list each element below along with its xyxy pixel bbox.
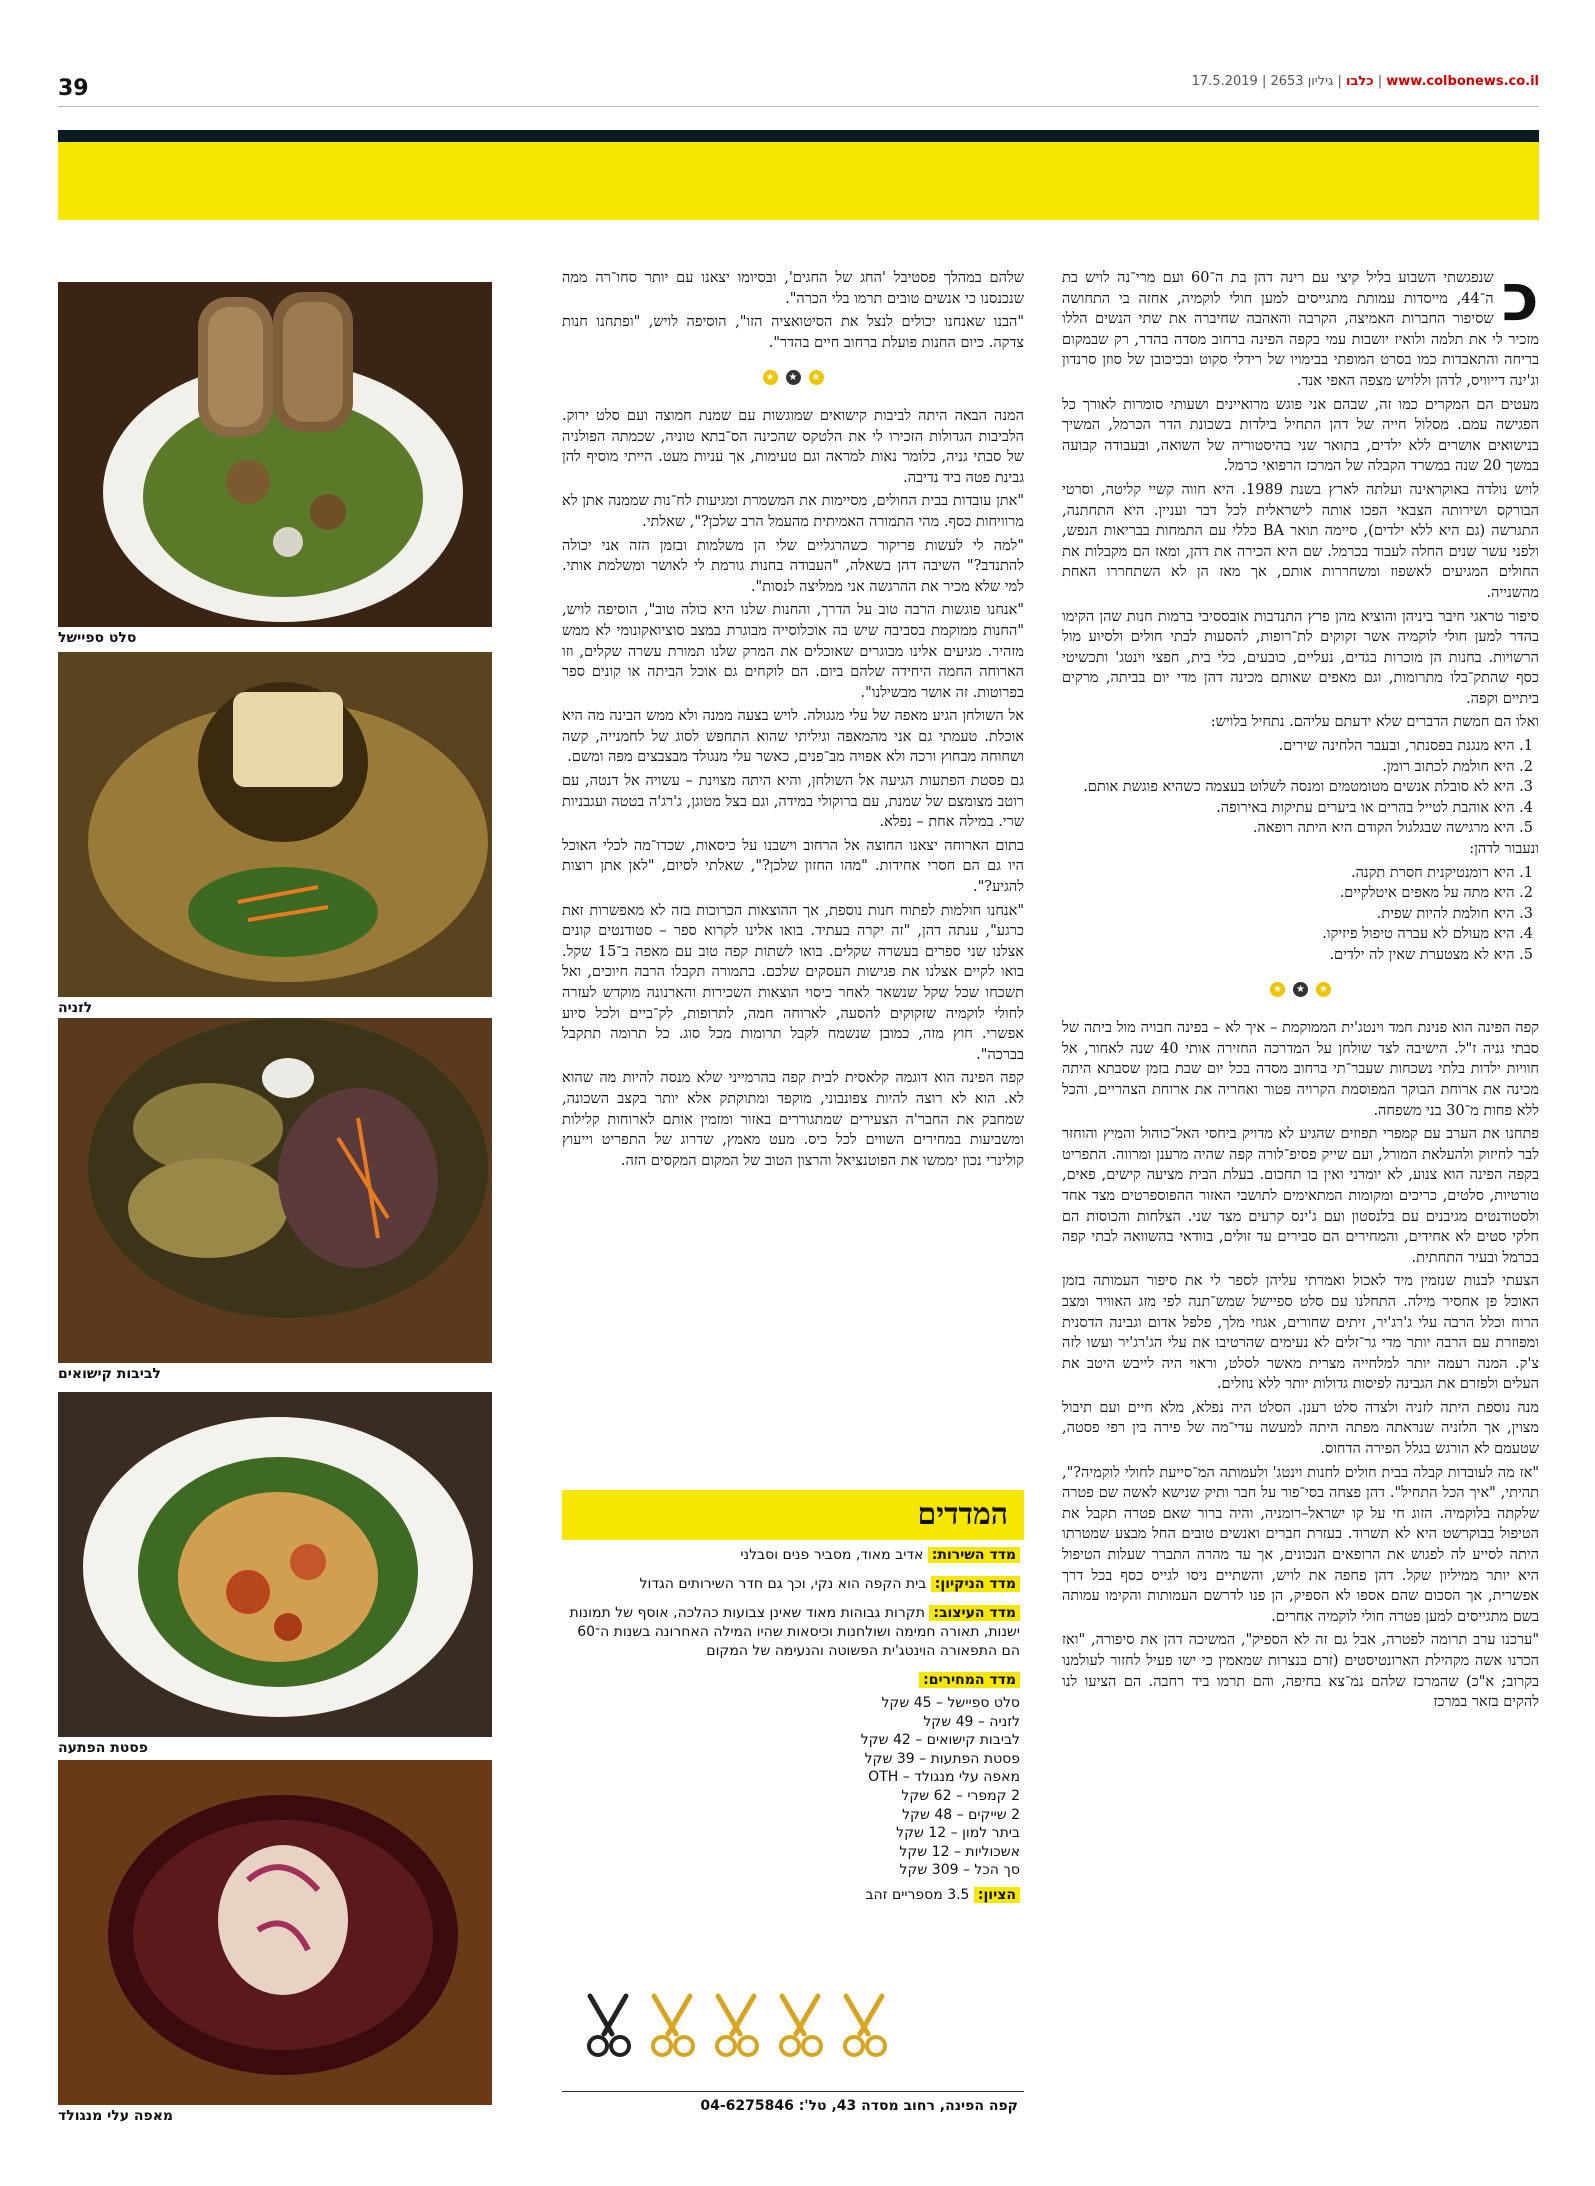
article-column-middle xyxy=(562,268,1024,1480)
paragraph: "למה לי לעשות פריקור כשהרגליים שלי הן משלמות ובזמן הזה אני יכולה להתנדב?" השיבה דהן בשאלה, "העבודה בחנות גורמת לי לאושר ומשלמת אותי. למי שלא מכיר את ההרגשה אני ממליצה לנסות". xyxy=(562,537,1024,595)
paragraph: ונעבור לדהן: xyxy=(1469,841,1539,858)
price-item: סלט ספיישל – 45 שקל xyxy=(881,1695,1020,1711)
scissors-icon xyxy=(781,1996,821,2055)
paragraph: המנה הבאה היתה לביבות קישואים שמוגשות עם שמנת חמוצה ועם סלט ירוק. הלביבות הגדולות הזכירו לי את הלטקס שהכינה הס־בתא טוניה, שכמתה הפולניה של סבתי גניה, כלומר נאות למראה וגם טעימות, אך עניות מעט. הייתי מוסיף להן גבינת פטה ביד נדיבה. xyxy=(562,407,1024,486)
scissors-icon xyxy=(589,1996,629,2055)
list-item: 1. היא מנגנת בפסנתר, ובעבר הלחינה שירים. xyxy=(1278,738,1533,755)
paragraph: מעטים הם המקרים כמו זה, שבהם אני פוגש מרואיינים ושעותי סומרות לאורך כל הפגישה עמם. מסלול חייה של דהן התחיל בילדות בשכונת הדר הכרמל, המשיך בנישואים אושרים ללא ילדים, בתואר שני בהיסטוריה של השואה, ובעבודה קבועה במשך 20 שנה במשרד הקבלה של המרכז הרפואי כרמל. xyxy=(1062,396,1539,475)
caption-zucchini-fritters: לביבות קישואים xyxy=(58,1366,161,1382)
ratings-header xyxy=(562,1490,1024,1540)
price-item: סך הכל – 309 שקל xyxy=(899,1862,1020,1879)
paragraph: קפה הפינה הוא פנינת חמד וינטג'ית הממוקמת – איך לא – בפינה חבויה מול ביתה של סבתי גניה ז"ל. הישיבה לצד שולחן על המדרכה החזירה אותי 40 שנה לאחור, אל חוויות ילדות בלתי נשכחות שעבר־תי ברחוב מסדה בכל יום שבת בזמן שסבתא היתה מכינה את ארוחת הבוקר המפוסמת הקרויה פטור ואחריה את ארוחת הצהריים, והכל ללא פחות מ־30 בני משפחה. xyxy=(1062,1020,1539,1119)
paragraph: קפה הפינה הוא דוגמה קלאסית לבית קפה בהרמייני שלא מנסה להיות מה שהוא לא. הוא לא רוצה להיות צפונבוני, מוקפד ומתוקתק אלא יותר בקצב השכונה, שמחבק את החבר'ה הצעירים שמתגוררים באזור ומזמין אותם לארוחות קלילות ומשביעות במחירים השווים לכל כיס. מעט מאמץ, שדרוג של התפריט וייעוץ קולינרי נכון יממשו את הפוטנציאל והרצון הטוב של המקום המקסים הזה. xyxy=(562,1070,1024,1169)
page-number: 39 xyxy=(58,76,89,101)
paragraph: "ערכנו ערב תרומה לפטרה, אבל גם זה לא הספיק", המשיכה דהן את סיפורה, "ואז הכרנו אשה מקהילת הארונטיסטים (זרם בנצרות שמאמין כי ישו פעיל לחזור לעולמנו בקרוב; א"כ) שהמרכז שלהם נמ־צא בחיפה, והם תרמו ביד רחבה. הם הציעו לנו להקים בזאר במרכז xyxy=(1062,1632,1539,1711)
cleanliness-rating: מדד הניקיון: בית הקפה הוא נקי, וכך גם חדר השירותים הגדול xyxy=(562,1569,1024,1598)
header-rule xyxy=(58,106,1539,107)
paragraph: לויש נולדה באוקראינה ועלתה לארץ בשנת 1989. היא חווה קשיי קליטה, וסרטי הבורקס ושירותה הצבאי הפכו אותה לישראלית לכל דבר ועניין. היא התחתנה, התגרשה (גם היא ללא ילדים), סיימה תואר BA כללי עם התמחות בבריאות הנפש, ולפני עשר שנים החלה לעבוד בכרמל. שם היא הכירה את דהן, ומאז הם מקבלות את החולים המגיעים לאשפוז ומשחררות אותם, אך מאז הן לא השתחררו האחת מהשנייה. xyxy=(1062,481,1539,601)
photo-surprise-pasta xyxy=(58,1392,492,1737)
list-item: 4. היא אוהבת לטייל בהרים או ביערים עתיקות באירופה. xyxy=(1216,799,1533,816)
caption-special-salad: סלט ספיישל xyxy=(58,630,137,646)
paragraph: מנה נוספת היתה לזניה ולצדה סלט רענן. הסלט היה נפלא, מלא חיים ועם תיבול מצוין, אך הלזניה שנראתה מפתה היתה למעשה עדי־מה של פירה בין רפי פסטה, שטעמם לא הורגש בגלל הפירה הדחוס. xyxy=(1062,1399,1539,1458)
list-item: 3. היא לא סובלת אנשים מטומטמים ומנסה לשלוט בעצמה כשהיא פוגשת אותם. xyxy=(1083,779,1533,796)
price-item: 2 שייקים – 48 שקל xyxy=(902,1806,1020,1823)
star-icon: ★ xyxy=(809,370,824,385)
paragraph: "אתן עובדות בבית החולים, מסיימות את המשמרת ומגיעות לח־נות שממנה אתן לא מרוויחות כסף. מהי התמורה האמיתית מהעמל הרב שלכן?", שאלתי. xyxy=(562,493,1024,530)
masthead-info: www.colbonews.co.il | כלבו | גיליון 2653 | 17.5.2019 xyxy=(1191,74,1539,89)
venue-address: קפה הפינה, רחוב מסדה 43, טל': 04-6275846 xyxy=(562,2091,1024,2120)
yellow-banner xyxy=(58,142,1539,220)
paragraph: "אנחנו חולמות לפתוח חנות נוספת, אך ההוצאות הכרוכות בזה לא מאפשרות זאת כרגע", ענתה דהן, "זה יקרה בעתיד. בואו אלינו לקרוא ספר – סטודנטים קונים אצלנו שני ספרים בעשרה שקלים. בואו לשתות קפה טוב עם מאפה ב־15 שקל. בואו לקיים אצלנו את פגישות העסקים שלכם. בתמורה תקבלו הרבה חיוכים, ואל תשכחו שכל שקל שנשאר לאחר כיסוי הוצאות השכירות והארנונה מוקדש לעזרה לחולי לוקמיה שזקוקים להסעה, לארוחה חמה, לתרופות, לק־ביים ולכל סיוע אפשרי. חוץ מזה, כמובן שנשמח לקבל תרומות מכל סוג. כל תרומה תתקבל בברכה". xyxy=(562,902,1024,1063)
star-icon: ★ xyxy=(763,370,778,385)
scissors-rating-icons xyxy=(572,1990,902,2060)
section-divider xyxy=(1062,980,1539,1001)
issue-date: 17.5.2019 xyxy=(1191,74,1258,89)
photo-chard-pastry xyxy=(58,1760,492,2105)
photo-lasagna xyxy=(58,652,492,997)
star-icon: ★ xyxy=(1293,982,1308,997)
drop-cap: כ xyxy=(1501,268,1539,336)
issue-number: גיליון 2653 xyxy=(1270,74,1334,89)
paragraph: שלהם במהלך פסטיבל 'החג של החגים', ובסיומו יצאנו עם יותר סחו־רה ממה שנכנסנו כי אנשים טובים תרמו בלי הכרה". xyxy=(562,270,1024,307)
scissors-icon xyxy=(653,1996,693,2055)
star-icon: ★ xyxy=(1270,982,1285,997)
list-item: 1. היא רומנטיקנית חסרת תקנה. xyxy=(1350,864,1533,881)
list-item: 4. היא מעולם לא עברה טיפול פיזיקו. xyxy=(1322,926,1533,943)
ratings-title: המדדים xyxy=(917,1497,1008,1532)
photo-zucchini-fritters xyxy=(58,1018,492,1363)
price-item: 2 קמפרי – 62 שקל xyxy=(901,1787,1020,1804)
star-icon: ★ xyxy=(786,370,801,385)
dark-top-bar xyxy=(58,130,1539,142)
paragraph: "הבנו שאנחנו יכולים לנצל את הסיטואציה הזו", הוסיפה לויש, "ופתחנו חנות צדקה. כיום החנות פועלת ברחוב חיים בהדר". xyxy=(562,314,1024,351)
price-item: לביבות קישואים – 42 שקל xyxy=(860,1732,1020,1749)
scissors-icon xyxy=(845,1996,885,2055)
list-item: 2. היא חולמת לכתוב רומן. xyxy=(1382,758,1533,775)
paragraph: שנפגשתי השבוע בליל קיצי עם רינה דהן בת ה־60 ועם מרי־נה לויש בת ה־44, מייסדות עמותת מתגייסים למען חולי לוקמיה, אחזה בי התחושה שסיפור החברות האמיצה, הקרבה והאהבה שחיברה את שתי הנשים הללו מזכיר לי את תלמה ולואיז יושבות עמי בקפה הפינה ברחוב מסדה בהדר, רק שבמקום בריחה והתאבדות כמו בסרט המופתי בבימויו של רידלי סקוט ובכיכובן של סוזן סרנדון וג'ינה דייוויס, לדהן וללויש מצפה האפי אנד. xyxy=(1062,270,1539,389)
price-item: לזניה – 49 שקל xyxy=(923,1713,1020,1730)
price-item: מאפה עלי מנגולד – OTH xyxy=(868,1769,1020,1786)
paragraph: בתום הארוחה יצאנו החוצה אל הרחוב וישבנו על כיסאות, שכדו־מה לכלי האוכל היו גם הם חסרי אחידות. "מהו החזון שלכן?", שאלתי לסיום, "לאן אתן רוצות להגיע?". xyxy=(562,837,1024,896)
caption-chard-pastry: מאפה עלי מנגולד xyxy=(58,2108,174,2124)
caption-surprise-pasta: פסטת הפתעה xyxy=(58,1740,149,1756)
ratings-box xyxy=(562,1490,1024,2120)
paragraph: ואלו הם חמשת הדברים שלא ידעתם עליהם. נתחיל בלויש: xyxy=(1210,714,1539,731)
list-item: 3. היא חולמת להיות שפית. xyxy=(1376,905,1533,922)
paragraph: "אנחנו פוגשות הרבה טוב על הדרך, והחנות שלנו היא כולה טוב", הוסיפה לויש, "החנות ממוקמת בסביבה שיש בה אוכלוסייה מבוגרת במצב סוציואקונומי לא ממש מזהיר. מגיעים אלינו מבוגרים שאוכלים את המרק שלנו תמורת עשרה שקלים, וזו הארוחה החמה היחידה שלהם ביום. הם לוקחים גם אוכל הביתה או קונים ספר בפרוטות. זה אושר מבשילנו". xyxy=(562,602,1024,701)
section-divider xyxy=(562,367,1024,388)
service-rating: מדד השירות: אדיב מאוד, מסביר פנים וסבלני xyxy=(562,1540,1024,1569)
site-url[interactable]: www.colbonews.co.il xyxy=(1386,74,1539,89)
price-item: פסטת הפתעות – 39 שקל xyxy=(864,1750,1020,1767)
paragraph: סיפור טראגי חיבר ביניהן והוציא מהן פרץ התנדבות אובססיבי ברמות חנות שהן הקימו בהדר למען חולי לוקמיה אשר זקוקים לת־רופות, להסעות לבתי חולים ולסיוע מול הרשויות. בחנות הן מוכרות בגדים, נעליים, כובעים, כלי בית, חפצי וינטג' ותכשיטי כסף שהתק־בלו מתרומות, וגם מאפים שאותם מכינה דהן מדי יום בביתה, מרקים ביתיים וקפה. xyxy=(1062,608,1539,707)
price-list xyxy=(562,1694,1024,1880)
paragraph: גם פסטת הפתעות הגיעה אל השולחן, והיא היתה מצוינת – עשויה אל דנטה, עם רוטב מצומצם של שמנת, עם ברוקולי במידה, וגם בצל מטוגן, ג'רג'ה בטטה ועגבניות שרי. במילה אחת – נפלא. xyxy=(562,773,1024,831)
paragraph: הצעתי לבנות שנזמין מיד לאכול ואמרתי עליהן לספר לי את סיפור העמותה בזמן האוכל פן אחסיר מילה. התחלנו עם סלט ספיישל שמש־תנה לפי מזג האוויר ומצב הרוח וכלל הרבה עלי ג'רג'יר, זיתים שחורים, אגוזי מלך, פלפל אדום וגבינה הדסנית ומפוזרת עם הרבה יותר מדי גר־זלים לא נעימים שהרטיבו את עלי הג'רג'יר ועשו לזה צ'ק. המנה רעמה יותר למלחייה מצרית מאשר לסלט, וראוי היה לייבש היטב את העלים ולפזרם את הגבינה לפיסות גדולות יותר ללא נוזלים. xyxy=(1062,1273,1539,1393)
prices-rating: מדד המחירים: xyxy=(562,1665,1024,1694)
design-rating: מדד העיצוב: תקרות גבוהות מאוד שאינן צבועות כהלכה, אוסף של תמונות ישנות, תאורה חמימה ושולחנות וכיסאות שהיו המילה האחרונה בשנות ה־60 הם התפאורה הוינטג'ית הפשוטה והנעימה של המקום xyxy=(569,1605,1020,1659)
scissors-icon xyxy=(717,1996,757,2055)
price-item: אשכוליות – 12 שקל xyxy=(899,1843,1020,1860)
caption-lasagna: לזניה xyxy=(58,1000,93,1016)
paragraph: אל השולחן הגיע מאפה של עלי מגגולה. לויש בצעה ממנה ולא ממש הבינה מה היא אוכלת. טעמתי גם אני מהמאפה וגיליתי שהוא התחפש לסוג של לחמנייה, קשה ושחוחה מבחוץ ורכה ולא אפויה מב־פנים, כאשר עלי מנגולד מבצבצים מפה ומשם. xyxy=(562,708,1024,766)
paragraph: פתחנו את הערב עם קמפרי תפוזים שהגיע לא מדויק ביחסי האל־כוהול והמיץ והוחזר לבר לחיזוק ולהעלאת המורל, ועם שייק פסיפ־לורה קפה שהיה מרענן ומרווה. התפריט בקפה הפינה הוא צנוע, לא יומרני ואין בו תחכום. בעלת הבית מציעה קישים, פאים, טורטיות, סלטים, כריכים ומקומות המתאימים לתושבי האזור ההפוספרטים מצד אחד ולסטודנטים מגיבנים עם בלנסטון ועם ג'ינס קרעים מצד שני. הצלחות והכוסות הם חלקי סטים לא אחידים, והמחירים הם סבירים עד זולים, בוודאי בהשוואה לבתי קפה בכרמל ובעיר התחתית. xyxy=(1062,1126,1539,1266)
list-item: 2. היא מתה על מאפים איטלקיים. xyxy=(1339,885,1533,902)
score-rating: הציון: 3.5 מספריים זהב xyxy=(562,1880,1024,1909)
article-column-right xyxy=(1062,268,1539,2168)
list-item: 5. היא מרגישה שבגלגול הקודם היא היתה רופאה. xyxy=(1252,820,1533,837)
list-item: 5. היא לא מצטערת שאין לה ילדים. xyxy=(1329,947,1533,963)
price-item: ביתר למון – 12 שקל xyxy=(896,1825,1020,1842)
brand-name: כלבו xyxy=(1346,74,1374,89)
paragraph: "אז מה לעובדות קבלה בבית חולים לחנות וינטג' ולעמותה המ־סייעת לחולי לוקמיה?", תהיתי, "איך הכל התחיל". דהן פצחה בסי־פור על חבר ותיק שנישא לאשה שם פטרה שלקתה בלוקמיה. הזוג חי על קו ישראל–רומניה, והיה ברור שאם פטרה תקבל את הטיפול בבוקרשט היא לא תשרוד. בעזרת חברים ואנשים טובים החל מבצע שמטרתו היתה לסייע לה לפגוש את הרופאים הנכונים, אך עד מהרה התברר שעלות הטיפול היא יותר ממיליון שקל. דהן פחפה את לויש, והשתיים ניסו לגייס כסף בכל דרך אפשרית, אך הסכום שהם אספו לא הספיק, הן פנו לדרשם העמותות והקימו עמותה בשם מתגייסים למען פטרה חולי לוקמיה אחרים. xyxy=(1062,1464,1539,1625)
star-icon: ★ xyxy=(1316,982,1331,997)
photo-special-salad xyxy=(58,282,492,627)
